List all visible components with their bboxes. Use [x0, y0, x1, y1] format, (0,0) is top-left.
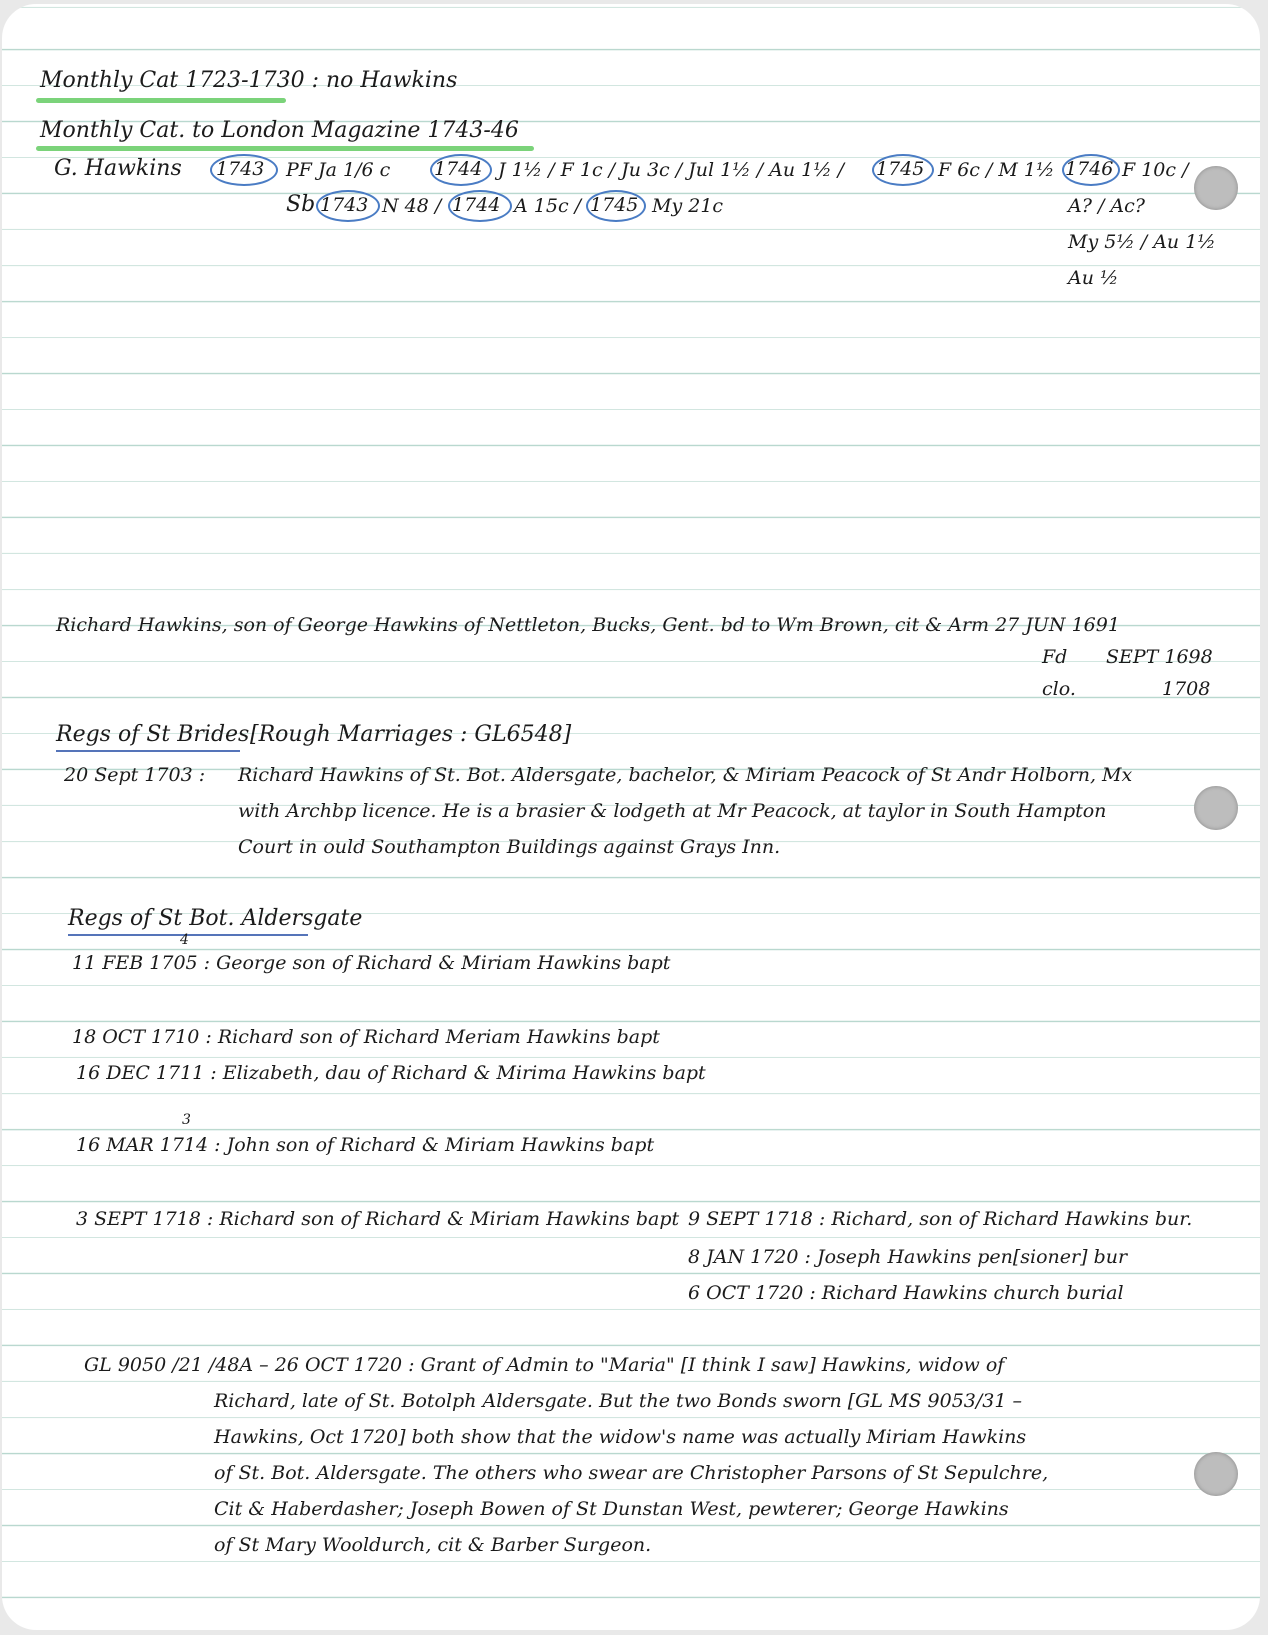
bapt-elizabeth-1711: 16 DEC 1711 : Elizabeth, dau of Richard & Mirima Hawkins bapt — [76, 1062, 706, 1084]
entry-1746-d: Au ½ — [1068, 267, 1119, 289]
entry-1745-b: My 21c — [652, 195, 724, 217]
clo-label: clo. — [1042, 678, 1076, 700]
admin-line-5: Cit & Haberdasher; Joseph Bowen of St Dunstan West, pewterer; George Hawkins — [214, 1498, 1009, 1520]
st-brides-underline — [56, 750, 240, 752]
st-bot-heading: Regs of St Bot. Aldersgate — [68, 906, 363, 931]
notebook-page — [2, 4, 1260, 1630]
fraction-mark-1714: 3 — [182, 1112, 191, 1128]
binder-hole-bottom — [1194, 1452, 1238, 1496]
year-1743-a: 1743 — [216, 158, 265, 180]
st-brides-line-1: Richard Hawkins of St. Bot. Aldersgate, bachelor, & Miriam Peacock of St Andr Holborn, Mx — [238, 764, 1133, 786]
london-magazine-line: Monthly Cat. to London Magazine 1743-46 — [40, 118, 519, 143]
admin-line-4: of St. Bot. Aldersgate. The others who swear are Christopher Parsons of St Sepulchre, — [214, 1462, 1049, 1484]
year-1745-b: 1745 — [590, 194, 639, 216]
bapt-richard-1718: 3 SEPT 1718 : Richard son of Richard & Miriam Hawkins bapt — [76, 1208, 680, 1230]
st-brides-date: 20 Sept 1703 : — [64, 764, 206, 786]
admin-line-1: GL 9050 /21 /48A – 26 OCT 1720 : Grant of Admin to "Maria" [I think I saw] Hawkins, widow of — [84, 1354, 1005, 1376]
burial-richard-1718: 9 SEPT 1718 : Richard, son of Richard Hawkins bur. — [688, 1208, 1193, 1230]
admin-line-2: Richard, late of St. Botolph Aldersgate. But the two Bonds sworn [GL MS 9053/31 – — [214, 1390, 1022, 1412]
entry-1746-a: F 10c / — [1122, 159, 1189, 181]
bapt-george-1705: 11 FEB 1705 : George son of Richard & Miriam Hawkins bapt — [72, 952, 671, 974]
clo-date: 1708 — [1162, 678, 1211, 700]
green-highlight-1 — [36, 98, 286, 103]
admin-line-3: Hawkins, Oct 1720] both show that the widow's name was actually Miriam Hawkins — [214, 1426, 1027, 1448]
binder-hole-top — [1194, 166, 1238, 210]
g-hawkins-name: G. Hawkins — [54, 156, 182, 181]
year-1746-a: 1746 — [1065, 158, 1114, 180]
monthly-cat-line: Monthly Cat 1723-1730 : no Hawkins — [40, 68, 458, 93]
st-brides-line-3: Court in ould Southampton Buildings against Grays Inn. — [238, 836, 781, 858]
green-highlight-2 — [36, 146, 534, 151]
entry-1746-c: My 5½ / Au 1½ — [1068, 231, 1216, 253]
entry-1743-a: PF Ja 1/6 c — [286, 159, 391, 181]
entry-1744-a: J 1½ / F 1c / Ju 3c / Jul 1½ / Au 1½ / — [498, 159, 845, 181]
entry-1745-a: F 6c / M 1½ — [938, 159, 1055, 181]
entry-1743-b: N 48 / — [382, 195, 442, 217]
sb-label: Sb — [286, 192, 316, 217]
fd-date: SEPT 1698 — [1106, 646, 1213, 668]
fd-label: Fd — [1042, 646, 1068, 668]
st-brides-line-2: with Archbp licence. He is a brasier & lodgeth at Mr Peacock, at taylor in South Hampton — [238, 800, 1107, 822]
bapt-john-1714: 16 MAR 1714 : John son of Richard & Miriam Hawkins bapt — [76, 1134, 655, 1156]
year-1745-a: 1745 — [876, 158, 925, 180]
year-1743-b: 1743 — [320, 194, 369, 216]
bapt-richard-1710: 18 OCT 1710 : Richard son of Richard Meriam Hawkins bapt — [72, 1026, 660, 1048]
st-brides-ref: [Rough Marriages : GL6548] — [250, 722, 572, 747]
year-1744-b: 1744 — [452, 194, 501, 216]
burial-joseph-1720: 8 JAN 1720 : Joseph Hawkins pen[sioner] bur — [688, 1246, 1128, 1268]
binder-hole-middle — [1194, 786, 1238, 830]
admin-line-6: of St Mary Wooldurch, cit & Barber Surgeon. — [214, 1534, 652, 1556]
st-brides-heading: Regs of St Brides — [56, 722, 250, 747]
fraction-mark-1705: 4 — [180, 932, 189, 948]
entry-1744-b: A 15c / — [514, 195, 582, 217]
entry-1746-b: A? / Ac? — [1068, 195, 1145, 217]
richard-apprentice-line: Richard Hawkins, son of George Hawkins of Nettleton, Bucks, Gent. bd to Wm Brown, cit & Arm 27 JUN 1691 — [56, 614, 1120, 636]
burial-richard-1720: 6 OCT 1720 : Richard Hawkins church burial — [688, 1282, 1124, 1304]
year-1744-a: 1744 — [434, 158, 483, 180]
